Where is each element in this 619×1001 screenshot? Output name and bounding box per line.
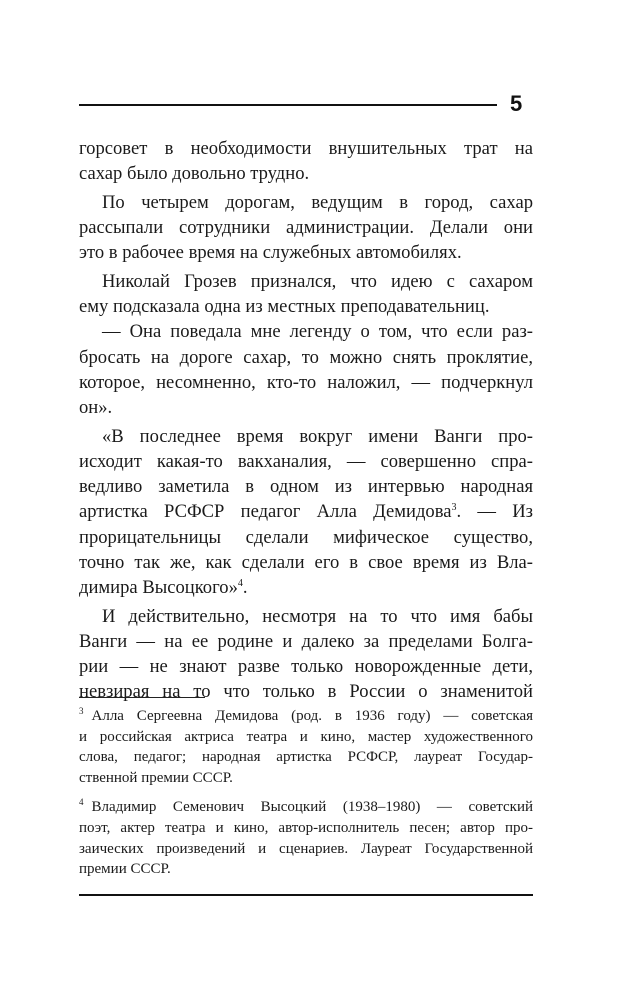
page-number: 5 bbox=[510, 91, 523, 116]
text-line: сахар было довольно трудно. bbox=[79, 163, 310, 185]
footer-rule bbox=[79, 894, 533, 896]
footnote-line: премии СССР. bbox=[79, 861, 171, 878]
text-line: исходит какая-то вакханалия, — совершенно спра- bbox=[79, 450, 533, 472]
footnote-line: слова, педагог; народная артистка РСФСР, лауреат Государ- bbox=[79, 749, 533, 766]
text-line: рии — не знают разве только новорожденные дети, bbox=[79, 656, 533, 678]
footnote-line: поэт, актер театра и кино, автор-исполнитель песен; автор про- bbox=[79, 819, 533, 836]
text-line: невзирая на то что только в России о знаменитой bbox=[79, 681, 533, 703]
paragraph-5 bbox=[79, 424, 533, 600]
footnote-ref-3[interactable]: 3 bbox=[451, 502, 457, 514]
text-line: И действительно, несмотря на то что имя бабы bbox=[102, 605, 533, 627]
text-fragment: димира Высоцкого» bbox=[79, 576, 238, 598]
main-text bbox=[79, 136, 533, 704]
text-fragment: . bbox=[242, 576, 248, 598]
text-line: По четырем дорогам, ведущим в город, сахар bbox=[102, 191, 533, 213]
footnote-ref-4[interactable]: 4 bbox=[237, 577, 243, 589]
text-line bbox=[79, 575, 533, 600]
footnote-rule bbox=[79, 697, 205, 698]
footnote-line: и российская актриса театра и кино, мастер художественного bbox=[79, 728, 533, 745]
paragraph-2 bbox=[79, 190, 533, 266]
footnotes bbox=[79, 706, 533, 889]
paragraph-6 bbox=[79, 604, 533, 705]
text-line: горсовет в необходимости внушительных трат на bbox=[79, 138, 533, 159]
text-line bbox=[79, 499, 533, 524]
text-line: ведливо заметила в одном из интервью народная bbox=[79, 476, 533, 498]
footnote-line: заических произведений и сценариев. Лауреат Государственной bbox=[79, 840, 533, 857]
text-line: это в рабочее время на служебных автомобилях. bbox=[79, 242, 462, 264]
header-rule bbox=[79, 104, 497, 106]
footnote-3 bbox=[79, 706, 533, 788]
text-line: рассыпали сотрудники администрации. Делали они bbox=[79, 217, 533, 239]
text-line: он». bbox=[79, 397, 113, 419]
paragraph-4 bbox=[79, 319, 533, 420]
paragraph-1 bbox=[79, 136, 533, 186]
text-line: — Она поведала мне легенду о том, что если раз- bbox=[102, 321, 533, 343]
paragraph-3 bbox=[79, 269, 533, 319]
footnote-marker: 4 bbox=[79, 797, 84, 808]
text-fragment: . — Из bbox=[456, 501, 533, 523]
text-line: «В последнее время вокруг имени Ванги про- bbox=[102, 425, 533, 447]
footnote-line: ственной премии СССР. bbox=[79, 769, 233, 786]
text-line: Николай Грозев признался, что идею с сахаром bbox=[102, 271, 533, 293]
text-fragment: Владимир Семенович Высоцкий (1938–1980) — советский bbox=[91, 799, 533, 816]
text-line: точно так же, как сделали его в свое время из Вла- bbox=[79, 551, 533, 573]
text-fragment: артистка РСФСР педагог Алла Демидова bbox=[79, 501, 452, 523]
text-line: Ванги — на ее родине и далеко за пределами Болга- bbox=[79, 630, 533, 652]
text-fragment: Алла Сергеевна Демидова (род. в 1936 году) — советская bbox=[91, 708, 533, 724]
text-line: которое, несомненно, кто-то наложил, — подчеркнул bbox=[79, 371, 533, 393]
text-line: бросать на дороге сахар, то можно снять проклятие, bbox=[79, 346, 533, 368]
footnote-4 bbox=[79, 797, 533, 879]
footnote-line bbox=[79, 706, 533, 727]
footnote-marker: 3 bbox=[79, 706, 84, 716]
footnote-line bbox=[79, 797, 533, 818]
text-line: ему подсказала одна из местных преподавательниц. bbox=[79, 296, 490, 318]
text-line: прорицательницы сделали мифическое существо, bbox=[79, 526, 533, 548]
